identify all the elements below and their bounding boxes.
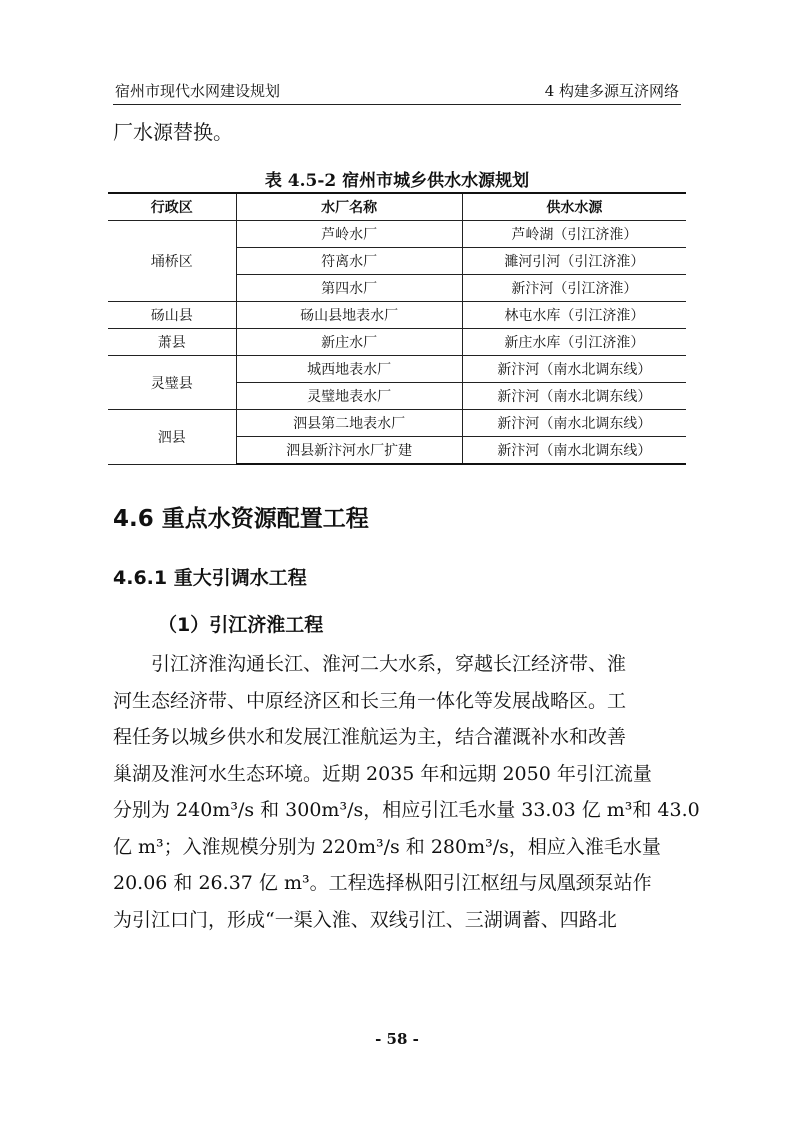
paragraph-line: 巢湖及淮河水生态环境。近期 2035 年和远期 2050 年引江流量 — [113, 762, 652, 785]
plant-cell: 泗县第二地表水厂 — [236, 410, 462, 437]
district-cell: 灵璧县 — [108, 356, 236, 410]
table-title: 表 4.5-2 宿州市城乡供水水源规划 — [264, 171, 530, 191]
column-header-plant: 水厂名称 — [236, 193, 462, 221]
plant-cell: 第四水厂 — [236, 275, 462, 302]
district-cell: 萧县 — [108, 329, 236, 356]
subsection-heading: 4.6.1 重大引调水工程 — [113, 567, 307, 589]
district-cell: 埇桥区 — [108, 221, 236, 302]
table-row — [108, 221, 686, 248]
water-supply-table — [108, 192, 686, 465]
source-cell: 新汴河（南水北调东线） — [462, 356, 686, 383]
paragraph-line: 引江济淮沟通长江、淮河二大水系，穿越长江经济带、淮 — [151, 653, 627, 675]
district-cell: 泗县 — [108, 410, 236, 465]
column-header-source: 供水水源 — [462, 193, 686, 221]
header-chapter-title: 4 构建多源互济网络 — [544, 82, 679, 100]
paragraph-line: 河生态经济带、中原经济区和长三角一体化等发展战略区。工 — [113, 689, 627, 712]
page-number: - 58 - — [375, 1030, 419, 1048]
paragraph-line: 分别为 240m³/s 和 300m³/s，相应引江毛水量 33.03 亿 m³和 43.0 — [113, 799, 700, 821]
running-header — [113, 78, 681, 105]
district-cell: 砀山县 — [108, 302, 236, 329]
column-header-district: 行政区 — [108, 193, 236, 221]
source-cell: 林屯水库（引江济淮） — [462, 302, 686, 329]
table-row — [108, 410, 686, 437]
plant-cell: 新庄水厂 — [236, 329, 462, 356]
source-cell: 新汴河（南水北调东线） — [462, 410, 686, 437]
source-cell: 新汴河（南水北调东线） — [462, 383, 686, 410]
plant-cell: 泗县新汴河水厂扩建 — [236, 437, 462, 465]
body-paragraph — [113, 646, 700, 938]
source-cell: 新庄水库（引江济淮） — [462, 329, 686, 356]
table-row — [108, 302, 686, 329]
source-cell: 濉河引河（引江济淮） — [462, 248, 686, 275]
plant-cell: 芦岭水厂 — [236, 221, 462, 248]
paragraph-line: 亿 m³；入淮规模分别为 220m³/s 和 280m³/s，相应入淮毛水量 — [113, 835, 661, 858]
paragraph-line: 程任务以城乡供水和发展江淮航运为主，结合灌溉补水和改善 — [113, 726, 627, 748]
header-document-title: 宿州市现代水网建设规划 — [115, 82, 281, 100]
paragraph-line: 为引江口门，形成“一渠入淮、双线引江、三湖调蓄、四路北 — [113, 908, 617, 931]
plant-cell: 砀山县地表水厂 — [236, 302, 462, 329]
table-row — [108, 329, 686, 356]
plant-cell: 灵璧地表水厂 — [236, 383, 462, 410]
source-cell: 新汴河（南水北调东线） — [462, 437, 686, 465]
source-cell: 芦岭湖（引江济淮） — [462, 221, 686, 248]
item-heading: （1）引江济淮工程 — [158, 614, 324, 636]
section-heading: 4.6 重点水资源配置工程 — [113, 506, 369, 532]
paragraph-line: 20.06 和 26.37 亿 m³。工程选择枞阳引江枢纽与凤凰颈泵站作 — [113, 872, 652, 894]
source-cell: 新汴河（引江济淮） — [462, 275, 686, 302]
plant-cell: 城西地表水厂 — [236, 356, 462, 383]
table-row — [108, 356, 686, 383]
plant-cell: 符离水厂 — [236, 248, 462, 275]
intro-line: 厂水源替换。 — [113, 120, 233, 144]
table-header-row — [108, 193, 686, 221]
